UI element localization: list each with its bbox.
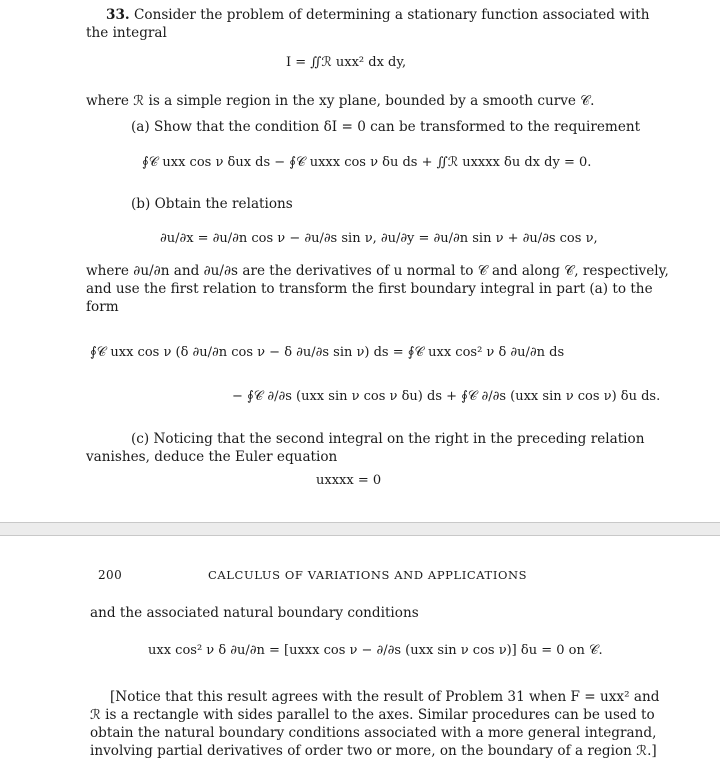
continuation-line: and the associated natural boundary conditions — [90, 605, 419, 621]
part-b-line: (b) Obtain the relations — [131, 196, 293, 212]
where-region-line: where ℛ is a simple region in the xy plane, bounded by a smooth curve 𝒞. — [86, 93, 595, 109]
transform-equation-line-1: ∮𝒞 uxx cos ν (δ ∂u/∂n cos ν − δ ∂u/∂s sin ν) ds = ∮𝒞 uxx cos² ν δ ∂u/∂n ds — [90, 345, 565, 360]
problem-number: 33. — [106, 7, 130, 23]
page-separator — [0, 522, 720, 536]
page-number: 200 — [98, 568, 123, 582]
part-b-equation: ∂u/∂x = ∂u/∂n cos ν − ∂u/∂s sin ν, ∂u/∂y = ∂u/∂n sin ν + ∂u/∂s cos ν, — [160, 231, 598, 246]
where-derivatives-line-2: and use the first relation to transform the first boundary integral in part (a) to the — [86, 281, 653, 297]
part-c-line-2: vanishes, deduce the Euler equation — [86, 449, 338, 465]
part-a-equation: ∮𝒞 uxx cos ν δux ds − ∮𝒞 uxxx cos ν δu ds + ∬ℛ uxxxx δu dx dy = 0. — [142, 155, 592, 170]
transform-equation-line-2: − ∮𝒞 ∂/∂s (uxx sin ν cos ν δu) ds + ∮𝒞 ∂/∂s (uxx sin ν cos ν) δu ds. — [232, 389, 661, 404]
running-title: CALCULUS OF VARIATIONS AND APPLICATIONS — [208, 568, 528, 582]
integral-equation-text: I = ∬ℛ uxx² dx dy, — [286, 55, 407, 70]
part-c-line-1: (c) Noticing that the second integral on the right in the preceding relation — [131, 431, 645, 447]
integral-equation — [286, 54, 406, 72]
where-derivatives-line-3: form — [86, 299, 119, 315]
natural-boundary-equation: uxx cos² ν δ ∂u/∂n = [uxxx cos ν − ∂/∂s (uxx sin ν cos ν)] δu = 0 on 𝒞. — [148, 643, 603, 658]
euler-equation: uxxxx = 0 — [316, 473, 382, 488]
where-derivatives-line-1: where ∂u/∂n and ∂u/∂s are the derivatives of u normal to 𝒞 and along 𝒞, respectively, — [86, 263, 669, 279]
part-a-line: (a) Show that the condition δI = 0 can be transformed to the requirement — [131, 119, 641, 135]
note-line-4: involving partial derivatives of order two or more, on the boundary of a region ℛ.] — [90, 743, 657, 759]
bottom-page — [0, 538, 720, 780]
note-line-1: [Notice that this result agrees with the result of Problem 31 when F = uxx² and — [110, 689, 660, 705]
problem-intro-line-1: 33. Consider the problem of determining a stationary function associated with — [106, 7, 650, 23]
note-line-2: ℛ is a rectangle with sides parallel to the axes. Similar procedures can be used to — [90, 707, 655, 723]
note-line-3: obtain the natural boundary conditions associated with a more general integrand, — [90, 725, 657, 741]
problem-intro-line-2: the integral — [86, 25, 167, 41]
